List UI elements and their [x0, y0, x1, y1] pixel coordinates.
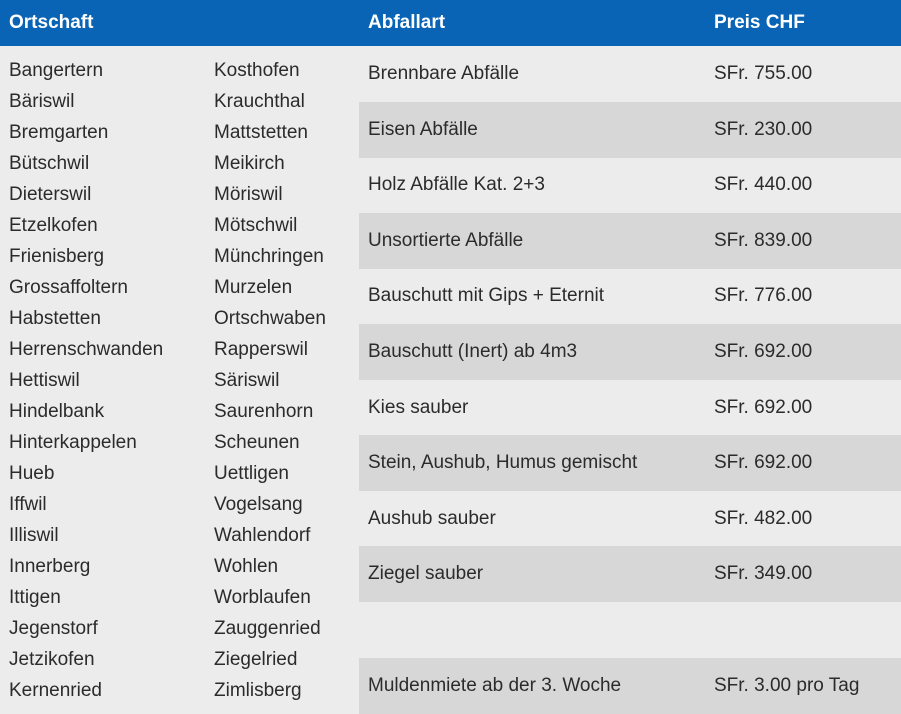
location-item: Wahlendorf: [214, 525, 311, 546]
header-waste-type: Abfallart: [368, 12, 446, 33]
location-item: Vogelsang: [214, 494, 303, 515]
location-item: Innerberg: [9, 556, 91, 577]
waste-type-cell: Aushub sauber: [368, 507, 496, 529]
location-item: Zauggenried: [214, 618, 321, 639]
table-header: [0, 0, 901, 46]
waste-type-cell: Brennbare Abfälle: [368, 63, 520, 84]
price-row: [359, 157, 901, 213]
header-location: Ortschaft: [9, 12, 94, 33]
location-item: Bangertern: [9, 60, 104, 81]
price-cell: SFr. 230.00: [714, 118, 813, 140]
waste-type-cell: Kies sauber: [368, 396, 469, 418]
location-item: Krauchthal: [214, 91, 305, 112]
waste-type-cell: Unsortierte Abfälle: [368, 229, 524, 251]
location-item: Habstetten: [9, 308, 101, 329]
location-item: Wohlen: [214, 556, 279, 577]
waste-type-cell: Bauschutt mit Gips + Eternit: [368, 285, 605, 307]
price-row: [359, 324, 901, 380]
price-row: [359, 658, 901, 714]
location-item: Mattstetten: [214, 122, 308, 143]
waste-type-cell: Stein, Aushub, Humus gemischt: [368, 452, 638, 474]
locations-column-1: [9, 55, 214, 706]
location-item: Jegenstorf: [9, 618, 98, 639]
waste-type-cell: Ziegel sauber: [368, 563, 484, 585]
location-item: Möriswil: [214, 184, 283, 205]
price-row: [359, 213, 901, 269]
price-row: [359, 546, 901, 602]
price-cell: SFr. 3.00 pro Tag: [714, 674, 860, 696]
waste-type-cell: Holz Abfälle Kat. 2+3: [368, 174, 545, 196]
location-item: Murzelen: [214, 277, 293, 298]
price-row: [359, 602, 901, 658]
location-item: Kosthofen: [214, 60, 300, 81]
price-row: [359, 435, 901, 491]
price-cell: SFr. 482.00: [714, 507, 813, 529]
location-item: Grossaffoltern: [9, 277, 128, 298]
price-cell: SFr. 776.00: [714, 285, 813, 307]
location-item: Jetzikofen: [9, 649, 95, 670]
location-item: Ittigen: [9, 587, 61, 608]
price-row: [359, 491, 901, 547]
waste-type-cell: Eisen Abfälle: [368, 118, 478, 140]
location-item: Meikirch: [214, 153, 285, 174]
location-item: Hueb: [9, 463, 55, 484]
price-cell: SFr. 692.00: [714, 452, 813, 474]
waste-type-cell: Bauschutt (Inert) ab 4m3: [368, 341, 578, 362]
location-item: Bremgarten: [9, 122, 109, 143]
price-cell: SFr. 349.00: [714, 563, 813, 585]
price-cell: SFr. 692.00: [714, 396, 813, 418]
header-price: Preis CHF: [714, 12, 805, 33]
location-item: Uettligen: [214, 463, 289, 484]
location-item: Zimlisberg: [214, 680, 302, 701]
location-item: Mötschwil: [214, 215, 298, 236]
location-item: Hinterkappelen: [9, 432, 137, 453]
location-item: Münchringen: [214, 246, 324, 267]
location-item: Etzelkofen: [9, 215, 98, 236]
price-cell: SFr. 692.00: [714, 341, 813, 362]
price-row: [359, 102, 901, 158]
location-item: Dieterswil: [9, 184, 92, 205]
location-item: Worblaufen: [214, 587, 311, 608]
price-row: [359, 46, 901, 102]
location-item: Saurenhorn: [214, 401, 314, 422]
location-item: Ortschwaben: [214, 308, 326, 329]
location-item: Bäriswil: [9, 91, 75, 112]
price-cell: SFr. 839.00: [714, 229, 813, 251]
location-item: Bütschwil: [9, 153, 90, 174]
location-item: Herrenschwanden: [9, 339, 164, 360]
location-item: Frienisberg: [9, 246, 105, 267]
price-cell: SFr. 440.00: [714, 174, 813, 196]
location-item: Hettiswil: [9, 370, 80, 391]
location-item: Iffwil: [9, 494, 47, 515]
location-item: Hindelbank: [9, 401, 105, 422]
location-item: Scheunen: [214, 432, 300, 453]
price-cell: SFr. 755.00: [714, 63, 813, 84]
location-item: Ziegelried: [214, 649, 298, 670]
price-row: [359, 268, 901, 324]
location-item: Säriswil: [214, 370, 280, 391]
location-item: Rapperswil: [214, 339, 308, 360]
location-item: Kernenried: [9, 680, 102, 701]
location-item: Illiswil: [9, 525, 59, 546]
waste-type-cell: Muldenmiete ab der 3. Woche: [368, 674, 622, 696]
price-table: [359, 46, 901, 713]
price-row: [359, 380, 901, 436]
